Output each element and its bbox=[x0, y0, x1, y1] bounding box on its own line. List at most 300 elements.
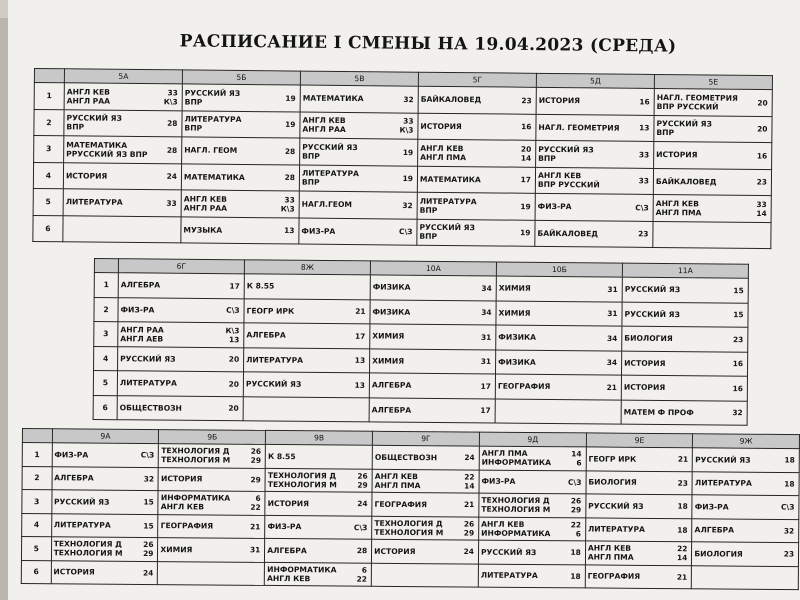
room-number bbox=[143, 521, 153, 530]
room-value: 14 bbox=[464, 481, 475, 491]
room-number bbox=[399, 117, 413, 135]
room-value: 31 bbox=[480, 357, 492, 367]
room-value: 32 bbox=[783, 526, 795, 536]
lesson-cell bbox=[418, 86, 536, 114]
subject-text: АНГЛ АЕВ bbox=[120, 333, 164, 344]
room-number bbox=[733, 310, 743, 319]
lesson-cell bbox=[300, 85, 418, 113]
room-value: 23 bbox=[783, 549, 795, 559]
room-value: 24 bbox=[357, 499, 368, 509]
subject-text: АНГЛ ПМА bbox=[481, 448, 528, 459]
lesson-cell bbox=[300, 138, 418, 166]
subject-text: ЛИТЕРАТУРА bbox=[301, 168, 359, 179]
subject-text: ГЕОГРАФИЯ bbox=[497, 381, 551, 392]
room-number bbox=[229, 379, 239, 388]
lesson-cell bbox=[418, 139, 536, 167]
subject-text: ИСТОРИЯ bbox=[623, 382, 666, 393]
subject-text: РУССКИЙ ЯЗ bbox=[588, 501, 644, 511]
subject-text: АЛГЕБРА bbox=[371, 380, 412, 391]
room-value: 29 bbox=[143, 549, 154, 559]
subject-text: НАГЛ. ГЕОМЕТРИЯ bbox=[538, 122, 620, 133]
room-value: 31 bbox=[607, 309, 618, 319]
subject-text: ГЕОГРАФИЯ bbox=[160, 521, 214, 531]
lesson-cell bbox=[158, 514, 265, 538]
room-value: 32 bbox=[732, 408, 743, 418]
class-header: 5А bbox=[64, 69, 182, 84]
lesson-cell bbox=[300, 112, 418, 140]
subject-text: ТЕХНОЛОГИЯ М bbox=[267, 479, 337, 490]
room-number bbox=[480, 406, 490, 415]
subject-text: АНГЛ ПМА bbox=[374, 480, 421, 490]
lesson-cell bbox=[535, 193, 653, 221]
subject-text: ОБЩЕСТВОЗН bbox=[374, 452, 438, 463]
class-header: 9В bbox=[266, 430, 373, 445]
lesson-cell bbox=[372, 539, 479, 563]
lesson-cell bbox=[692, 495, 799, 519]
lesson-cell bbox=[370, 275, 496, 301]
room-number bbox=[464, 500, 474, 509]
lesson-number: 1 bbox=[22, 443, 52, 467]
room-value: 24 bbox=[463, 547, 475, 557]
room-number bbox=[144, 474, 154, 483]
subject-text: ХИМИЯ bbox=[160, 544, 193, 555]
subject-text: БАЙКАЛОВЕД bbox=[420, 94, 482, 105]
subject-text: АНГЛ КЕВ bbox=[481, 519, 525, 529]
lesson-cell bbox=[181, 163, 299, 191]
lesson-cell bbox=[265, 562, 372, 586]
room-value: 33 bbox=[167, 88, 178, 98]
lesson-cell bbox=[182, 84, 300, 112]
lesson-cell bbox=[158, 491, 265, 515]
room-number bbox=[638, 230, 648, 239]
room-number bbox=[250, 494, 260, 512]
room-number bbox=[784, 550, 794, 559]
lesson-cell bbox=[535, 167, 653, 195]
subject-text: АНГЛ ПМА bbox=[587, 552, 634, 563]
room-value: 29 bbox=[357, 480, 368, 490]
lesson-number: 6 bbox=[21, 560, 51, 584]
room-value: 32 bbox=[402, 200, 413, 210]
subject-text: ИСТОРИЯ bbox=[267, 498, 310, 509]
lesson-cell bbox=[265, 444, 372, 468]
room-value: 19 bbox=[520, 201, 531, 212]
room-value: 16 bbox=[732, 359, 744, 369]
room-number bbox=[166, 199, 176, 208]
room-value: 34 bbox=[481, 308, 492, 318]
room-value: С\З bbox=[780, 502, 795, 512]
lesson-cell bbox=[158, 538, 265, 562]
subject-text: АЛГЕБРА bbox=[120, 280, 161, 290]
lesson-cell bbox=[692, 565, 799, 589]
room-value: 23 bbox=[521, 95, 532, 106]
room-number bbox=[229, 281, 239, 290]
lesson-cell bbox=[369, 373, 495, 399]
room-value: 18 bbox=[677, 501, 688, 511]
room-value: 20 bbox=[228, 379, 239, 389]
lesson-number: 6 bbox=[33, 215, 63, 242]
subject-text: БИОЛОГИЯ bbox=[694, 549, 743, 559]
lesson-cell bbox=[265, 491, 372, 515]
room-number bbox=[781, 503, 794, 512]
subject-text bbox=[246, 409, 367, 410]
lesson-cell bbox=[117, 371, 243, 397]
subject-text: ХИМИЯ bbox=[498, 308, 531, 318]
room-number bbox=[284, 226, 294, 235]
subject-text: ВПР bbox=[538, 153, 556, 163]
room-number bbox=[607, 309, 617, 318]
room-value: 17 bbox=[354, 331, 366, 341]
subject-text: АНГЛ КЕВ bbox=[374, 471, 418, 481]
room-value: 15 bbox=[733, 310, 744, 320]
lesson-cell bbox=[654, 88, 772, 116]
room-value: 18 bbox=[570, 548, 581, 558]
room-value: 22 bbox=[677, 544, 688, 554]
subject-text: К 8.55 bbox=[246, 281, 275, 291]
room-value: 16 bbox=[521, 122, 532, 132]
room-number bbox=[229, 355, 239, 364]
lesson-number: 4 bbox=[33, 162, 63, 189]
subject-text: ГЕОГРАФИЯ bbox=[587, 571, 641, 582]
lesson-cell bbox=[299, 165, 417, 193]
lesson-cell bbox=[51, 560, 158, 584]
class-header: 5В bbox=[300, 71, 418, 86]
lesson-cell bbox=[372, 492, 479, 516]
schedule-table bbox=[93, 258, 749, 426]
room-number bbox=[678, 478, 688, 487]
lesson-cell bbox=[585, 517, 692, 541]
lesson-cell bbox=[479, 446, 586, 470]
class-header: 5Е bbox=[654, 74, 772, 89]
room-value: 23 bbox=[638, 229, 649, 239]
room-number bbox=[639, 177, 649, 186]
room-value: 6 bbox=[575, 529, 582, 539]
subject-text bbox=[160, 573, 262, 574]
room-value: 28 bbox=[356, 546, 368, 556]
subject-text: БАЙКАЛОВЕД bbox=[537, 228, 599, 239]
room-number bbox=[464, 547, 474, 556]
room-value: К\3 bbox=[399, 125, 414, 135]
lesson-cell bbox=[370, 348, 496, 374]
lesson-cell bbox=[370, 324, 496, 350]
subject-text: К 8.55 bbox=[268, 451, 296, 461]
room-value: 20 bbox=[228, 403, 239, 414]
room-number bbox=[521, 175, 531, 184]
lesson-cell bbox=[182, 137, 300, 165]
room-value: К\3 bbox=[163, 96, 178, 107]
room-value: 18 bbox=[677, 525, 688, 535]
room-number bbox=[678, 455, 688, 464]
corner-cell bbox=[94, 259, 118, 273]
room-number bbox=[226, 306, 239, 315]
page-title: РАСПИСАНИЕ I СМЕНЫ НА 19.04.2023 (СРЕДА) bbox=[179, 31, 677, 57]
class-header: 9Д bbox=[479, 432, 586, 447]
subject-text: РУССКИЙ ЯЗ bbox=[302, 142, 358, 152]
lesson-cell bbox=[299, 191, 417, 219]
room-value: 20 bbox=[757, 98, 768, 108]
room-number bbox=[481, 357, 491, 366]
lesson-number: 4 bbox=[94, 346, 118, 371]
subject-text: АЛГЕБРА bbox=[371, 405, 412, 415]
room-value: 19 bbox=[402, 147, 414, 157]
subject-text: ЛИТЕРАТУРА bbox=[419, 196, 477, 207]
subject-text: ЛИТЕРАТУРА bbox=[65, 197, 123, 208]
lesson-cell bbox=[417, 192, 535, 220]
room-number bbox=[757, 125, 767, 134]
room-number bbox=[357, 546, 367, 555]
room-value: 14 bbox=[520, 153, 532, 163]
room-number bbox=[228, 404, 238, 413]
room-number bbox=[784, 456, 794, 465]
subject-text: ВПР РУССКИЙ bbox=[656, 101, 719, 112]
room-value: 22 bbox=[250, 503, 261, 513]
subject-text: ХИМИЯ bbox=[372, 331, 405, 341]
room-value: 16 bbox=[639, 97, 650, 107]
lesson-cell bbox=[63, 162, 181, 190]
subject-text: ФИЗ-РА bbox=[120, 304, 155, 315]
lesson-cell bbox=[496, 276, 622, 302]
room-value: 16 bbox=[756, 151, 768, 161]
class-header: 11А bbox=[622, 263, 748, 278]
subject-text: ЛИТЕРАТУРА bbox=[694, 478, 752, 488]
subject-text: ВПР bbox=[184, 123, 203, 133]
class-header: 9Е bbox=[586, 433, 693, 448]
subject-text: ИНФОРМАТИКА bbox=[481, 528, 551, 538]
lesson-cell bbox=[535, 220, 653, 248]
lesson-cell bbox=[586, 470, 693, 494]
lesson-cell bbox=[244, 274, 370, 300]
room-number bbox=[481, 308, 491, 317]
lesson-cell bbox=[622, 277, 748, 303]
lesson-cell bbox=[496, 325, 622, 351]
subject-text: ФИЗИКА bbox=[372, 282, 411, 293]
lesson-cell bbox=[496, 350, 622, 376]
subject-text: АНГЛ ПМА bbox=[420, 152, 467, 162]
room-number bbox=[164, 88, 178, 106]
subject-text: РУССКИЙ ЯЗ bbox=[624, 284, 681, 295]
schedule-table bbox=[32, 68, 773, 249]
lesson-cell bbox=[417, 219, 535, 247]
room-number bbox=[251, 475, 261, 484]
lesson-cell bbox=[653, 168, 771, 196]
room-number bbox=[570, 548, 580, 557]
lesson-number: 1 bbox=[34, 83, 64, 110]
subject-text: АНГЛ РАА bbox=[120, 324, 164, 335]
lesson-cell bbox=[244, 347, 370, 373]
class-header: 9Ж bbox=[693, 434, 800, 449]
room-value: 15 bbox=[733, 285, 744, 295]
subject-text: ФИЗИКА bbox=[498, 357, 536, 367]
subject-text: АНГЛ РАА bbox=[183, 203, 228, 213]
room-value: 34 bbox=[606, 333, 618, 343]
lesson-cell bbox=[182, 110, 300, 138]
lesson-number: 4 bbox=[22, 513, 52, 537]
subject-text: АНГЛ КЕВ bbox=[183, 194, 228, 204]
subject-text: ГЕОГР ИРК bbox=[246, 306, 295, 316]
lesson-cell bbox=[692, 542, 799, 566]
lesson-number: 3 bbox=[94, 322, 118, 347]
subject-text: ФИЗИКА bbox=[498, 332, 537, 343]
lesson-cell bbox=[243, 396, 369, 422]
class-header: 6Г bbox=[118, 259, 244, 274]
room-number bbox=[250, 546, 260, 555]
subject-text: АНГЛ КЕВ bbox=[267, 573, 311, 584]
subject-text: ФИЗ-РА bbox=[267, 522, 302, 532]
subject-text: АНГЛ КЕВ bbox=[537, 171, 582, 181]
subject-text: ФИЗ-РА bbox=[537, 202, 572, 212]
subject-text: ИНФОРМАТИКА bbox=[481, 457, 552, 468]
room-number bbox=[733, 359, 743, 368]
room-value: 6 bbox=[361, 565, 368, 575]
lesson-cell bbox=[622, 302, 748, 328]
subject-text: ВПР bbox=[184, 97, 203, 107]
lesson-number: 5 bbox=[93, 371, 117, 396]
room-value: 14 bbox=[571, 449, 582, 459]
room-value: 29 bbox=[463, 528, 475, 538]
lesson-cell bbox=[479, 470, 586, 494]
lesson-number: 6 bbox=[93, 395, 117, 420]
room-number bbox=[733, 384, 743, 393]
subject-text: АНГЛ КЕВ bbox=[66, 87, 111, 97]
room-number bbox=[784, 479, 794, 488]
room-number bbox=[354, 523, 367, 532]
room-value: 22 bbox=[464, 472, 475, 482]
room-number bbox=[571, 450, 581, 468]
room-value: 17 bbox=[520, 175, 531, 185]
class-header: 9А bbox=[52, 429, 159, 444]
room-value: 6 bbox=[255, 494, 261, 504]
subject-text: ИСТОРИЯ bbox=[624, 358, 666, 368]
lesson-cell bbox=[418, 113, 536, 141]
room-value: 23 bbox=[732, 334, 744, 344]
subject-text: АЛГЕБРА bbox=[246, 330, 286, 340]
room-value: 26 bbox=[357, 471, 368, 481]
subject-text: ВПР bbox=[419, 205, 438, 215]
room-number bbox=[357, 471, 367, 489]
subject-text: БИОЛОГИЯ bbox=[588, 477, 637, 488]
subject-text: ХИМИЯ bbox=[498, 283, 531, 294]
lesson-cell bbox=[63, 189, 181, 217]
subject-text: ЛИТЕРАТУРА bbox=[53, 520, 111, 530]
subject-text: ЛИТЕРАТУРА bbox=[587, 524, 645, 535]
room-value: 20 bbox=[520, 144, 532, 154]
lesson-cell bbox=[653, 194, 771, 222]
lesson-cell bbox=[265, 538, 372, 562]
schedule-table-grade9 bbox=[21, 428, 800, 590]
lesson-cell bbox=[496, 301, 622, 327]
subject-text: РРУССКИЙ ЯЗ ВПР bbox=[66, 149, 148, 159]
lesson-cell bbox=[158, 467, 265, 491]
room-value: 28 bbox=[284, 173, 296, 183]
lesson-cell bbox=[51, 537, 158, 561]
subject-text: ИСТОРИЯ bbox=[53, 567, 95, 577]
room-value: 16 bbox=[732, 383, 743, 393]
lesson-row bbox=[93, 395, 747, 425]
room-number bbox=[784, 526, 794, 535]
room-number bbox=[167, 146, 177, 155]
lesson-cell bbox=[159, 444, 266, 468]
corner-cell bbox=[34, 69, 64, 83]
subject-text: ВПР bbox=[302, 151, 320, 161]
room-number bbox=[521, 144, 531, 162]
room-value: 24 bbox=[142, 568, 154, 578]
lesson-cell bbox=[372, 516, 479, 540]
room-value: С\З bbox=[635, 203, 649, 213]
subject-text: ТЕХНОЛОГИЯ Д bbox=[53, 539, 122, 550]
subject-text: ВПР bbox=[419, 231, 438, 242]
schedule-table-grade5 bbox=[32, 68, 773, 249]
subject-text: ИСТОРИЯ bbox=[538, 96, 581, 106]
subject-text: НАГЛ. ГЕОМЕТРИЯ bbox=[656, 92, 738, 103]
room-value: 17 bbox=[480, 381, 491, 391]
subject-text: ФИЗ-РА bbox=[481, 476, 516, 487]
room-number bbox=[481, 284, 491, 293]
lesson-cell bbox=[118, 346, 244, 372]
room-value: С\З bbox=[226, 305, 240, 316]
room-value: 26 bbox=[143, 540, 154, 550]
room-number bbox=[571, 520, 581, 538]
subject-text bbox=[374, 575, 476, 576]
room-value: 22 bbox=[570, 520, 582, 530]
subject-text bbox=[694, 577, 796, 578]
subject-text: МАТЕМАТИКА bbox=[66, 140, 128, 150]
corner-cell bbox=[22, 429, 52, 443]
room-number bbox=[225, 326, 239, 344]
room-value: 32 bbox=[403, 94, 414, 104]
lesson-cell bbox=[586, 447, 693, 471]
subject-text: РУССКИЙ ЯЗ bbox=[245, 379, 302, 390]
subject-text: МАТЕМАТИКА bbox=[302, 93, 364, 104]
room-number bbox=[635, 203, 648, 212]
subject-text: ТЕХНОЛОГИЯ М bbox=[374, 527, 444, 538]
room-value: 18 bbox=[784, 479, 795, 489]
lesson-cell bbox=[585, 564, 692, 588]
subject-text: ТЕХНОЛОГИЯ Д bbox=[161, 446, 230, 456]
subject-text: АНГЛ ПМА bbox=[655, 207, 702, 218]
room-number bbox=[521, 96, 531, 105]
subject-text: РУССКИЙ ЯЗ bbox=[53, 497, 110, 507]
room-number bbox=[757, 98, 767, 107]
room-number bbox=[571, 497, 581, 515]
room-value: 23 bbox=[756, 177, 767, 187]
room-value: 29 bbox=[570, 505, 582, 515]
class-header: 8Ж bbox=[244, 260, 370, 275]
room-value: 17 bbox=[229, 281, 240, 291]
room-number bbox=[639, 150, 649, 159]
lesson-number: 2 bbox=[34, 109, 64, 136]
lesson-cell bbox=[692, 518, 799, 542]
room-number bbox=[756, 200, 766, 218]
subject-text: ТЕХНОЛОГИЯ М bbox=[161, 455, 231, 465]
room-number bbox=[464, 453, 474, 462]
room-value: 23 bbox=[677, 478, 688, 488]
room-value: 19 bbox=[402, 174, 413, 184]
room-number bbox=[285, 94, 295, 103]
class-header: 5Д bbox=[536, 73, 654, 88]
subject-text: АНГЛ РАА bbox=[66, 96, 111, 106]
subject-text bbox=[65, 229, 178, 230]
room-number bbox=[403, 174, 413, 183]
subject-text: РУССКИЙ ЯЗ bbox=[695, 455, 751, 465]
lesson-cell bbox=[653, 221, 771, 249]
room-number bbox=[355, 381, 365, 390]
room-number bbox=[520, 228, 530, 237]
room-number bbox=[251, 447, 261, 465]
lesson-cell bbox=[478, 540, 585, 564]
subject-text: ТЕХНОЛОГИЯ Д bbox=[481, 495, 550, 506]
room-value: 26 bbox=[463, 519, 475, 529]
subject-text: АЛГЕБРА bbox=[267, 545, 307, 555]
room-number bbox=[733, 335, 743, 344]
